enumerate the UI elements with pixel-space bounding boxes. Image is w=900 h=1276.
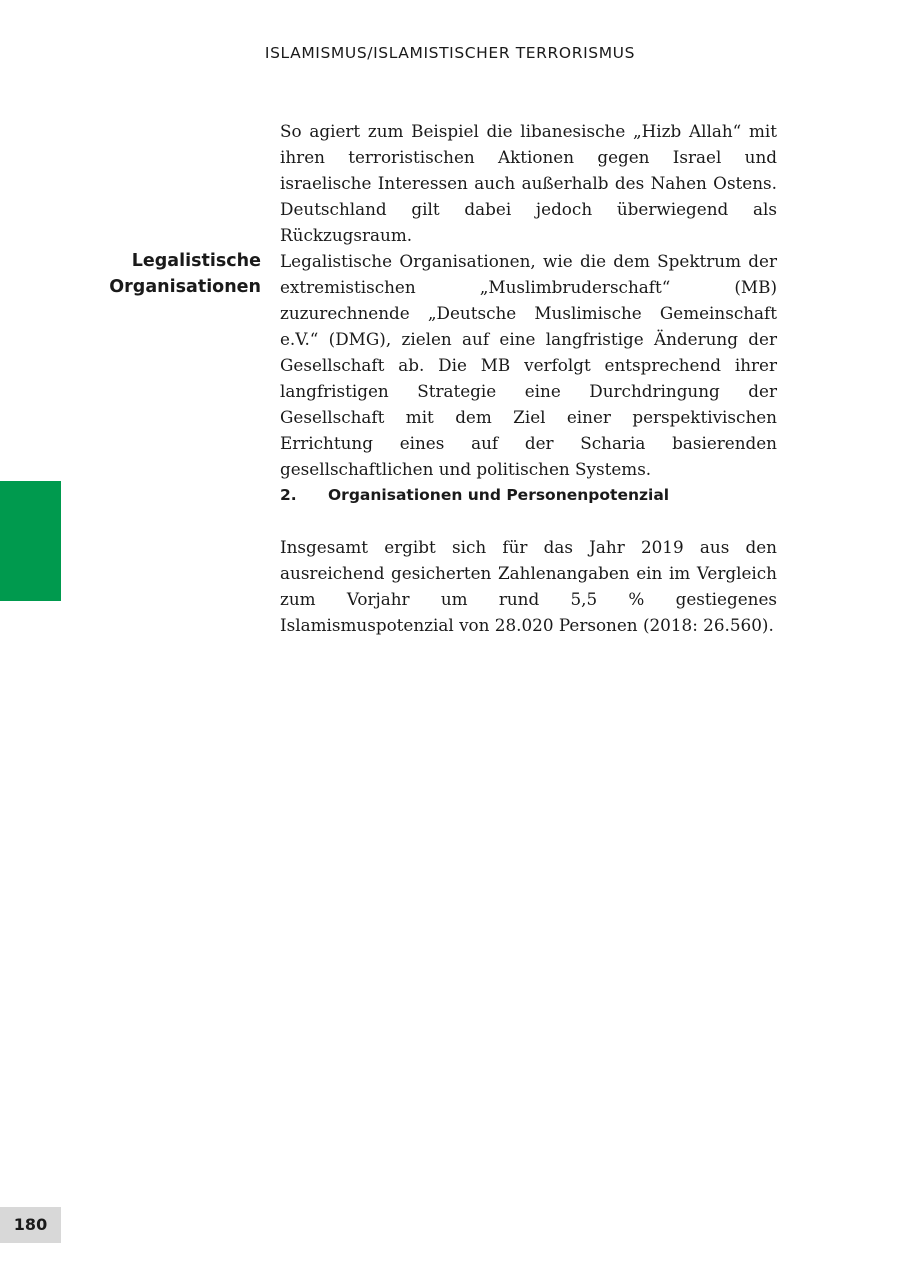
margin-label-line: Legalistische [131,251,261,271]
paragraph-hizb-allah: So agiert zum Beispiel die libanesische „Hizb Allah“ mit ihren terroristischen Aktionen gegen Israel und israelische Interessen auch außerhalb des Nahen Ostens. Deutschland gilt dabei jedoch überwiegend als Rückzugsraum. [280,121,777,245]
chapter-color-tab [0,481,61,601]
running-header: ISLAMISMUS/ISLAMISTISCHER TERRORISMUS [264,44,636,62]
margin-label-line: Organisationen [109,277,261,297]
margin-label-legalistische-organisationen [60,248,261,300]
section-title: Organisationen und Personenpotenzial [328,486,670,504]
section-heading [280,483,777,507]
section-number: 2. [280,486,297,504]
paragraph-islamism-potential: Insgesamt ergibt sich für das Jahr 2019 aus den ausreichend gesicherten Zahlenangaben ein im Vergleich zum Vorjahr um rund 5,5 % gestiegenes Islamismuspotenzial von 28.020 Personen (2018: 26.560). [280,537,777,635]
page-number: 180 [0,1207,61,1243]
paragraph-legalistic-organisations: Legalistische Organisationen, wie die dem Spektrum der extremistischen „Muslimbruderschaft“ (MB) zuzurechnende „Deutsche Muslimische Gemeinschaft e.V.“ (DMG), zielen auf eine langfristige Änderung der Gesellschaft ab. Die MB verfolgt entsprechend ihrer langfristigen Strategie eine Durchdringung der Gesellschaft mit dem Ziel einer perspektivischen Errichtung eines auf der Scharia basierenden gesellschaftlichen und politischen Systems. [280,251,777,479]
